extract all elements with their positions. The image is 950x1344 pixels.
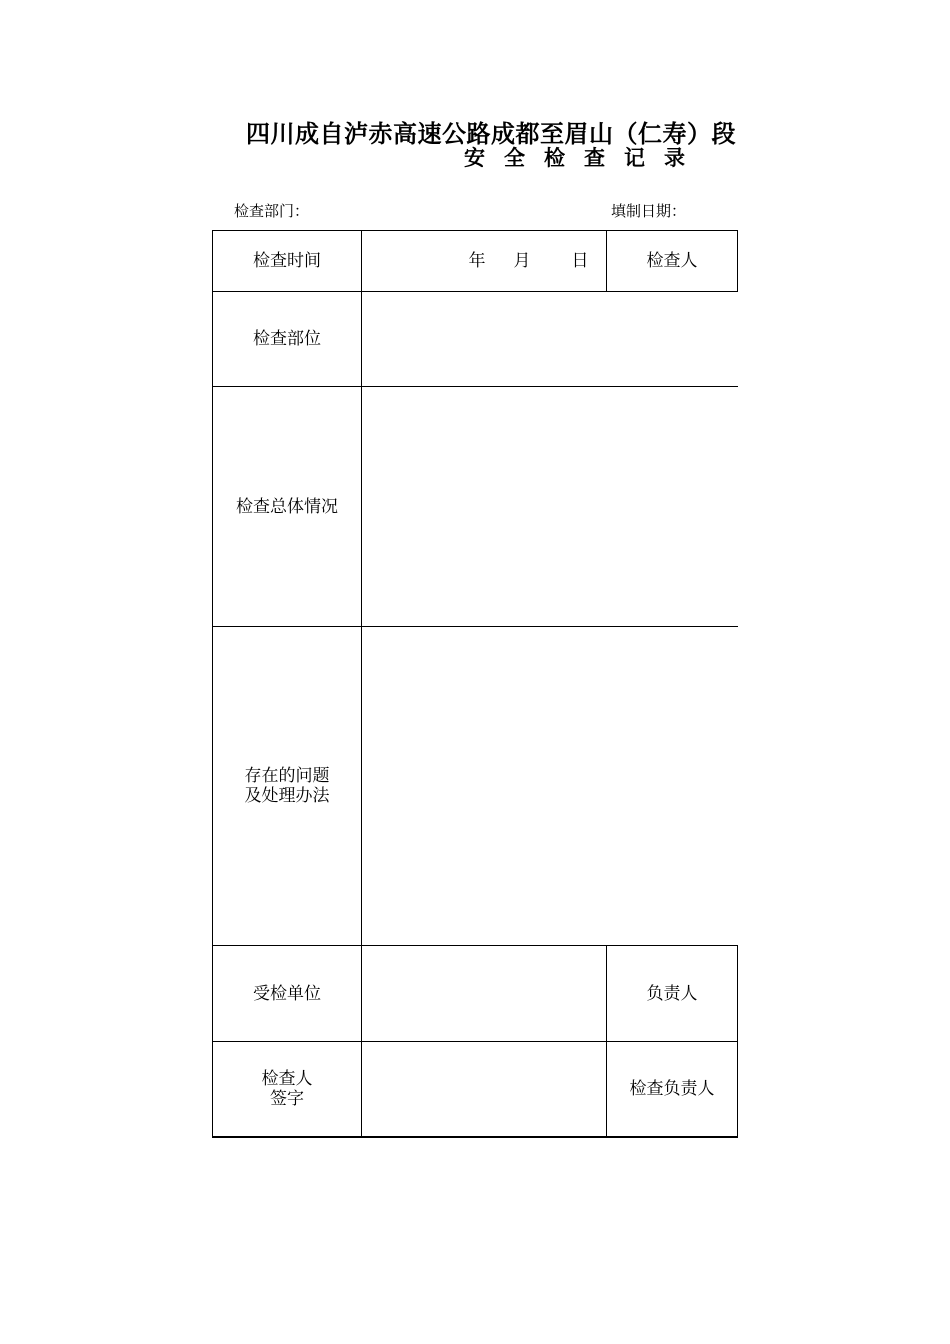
overall-situation-label: 检查总体情况 <box>236 496 338 517</box>
inspection-location-label: 检查部位 <box>253 329 321 349</box>
problems-label-line2: 及处理办法 <box>244 786 330 806</box>
inspection-chief-label: 检查负责人 <box>629 1079 715 1099</box>
inspected-unit-field[interactable] <box>362 946 606 1041</box>
inspector-label: 检查人 <box>646 251 698 271</box>
problems-and-measures-label <box>213 627 361 945</box>
inspection-time-label: 检查时间 <box>253 251 321 271</box>
signature-label-line2: 签字 <box>270 1089 304 1109</box>
fill-date-label: 填制日期： <box>611 202 687 220</box>
inspection-record-table <box>212 230 738 1138</box>
person-in-charge-label: 负责人 <box>646 983 698 1004</box>
department-label: 检查部门： <box>234 202 310 220</box>
document-title: 四川成自泸赤高速公路成都至眉山（仁寿）段 <box>246 119 736 148</box>
inspector-signature-label <box>213 1042 361 1136</box>
table-border-bottom <box>212 1136 738 1138</box>
problems-and-measures-field[interactable] <box>362 627 738 945</box>
inspection-location-field[interactable] <box>362 292 738 386</box>
year-label: 年 <box>468 251 486 271</box>
problems-label-line1: 存在的问题 <box>244 766 330 786</box>
overall-situation-field[interactable] <box>362 387 738 626</box>
inspector-signature-field[interactable] <box>362 1042 606 1136</box>
inspected-unit-label: 受检单位 <box>253 983 321 1004</box>
document-subtitle: 安全检查记录 <box>464 145 704 170</box>
table-border-right <box>737 230 738 292</box>
month-label: 月 <box>513 251 531 271</box>
day-label: 日 <box>571 251 589 271</box>
signature-label-line1: 检查人 <box>261 1069 313 1089</box>
title-block <box>0 110 738 170</box>
table-border-right <box>737 945 738 1138</box>
